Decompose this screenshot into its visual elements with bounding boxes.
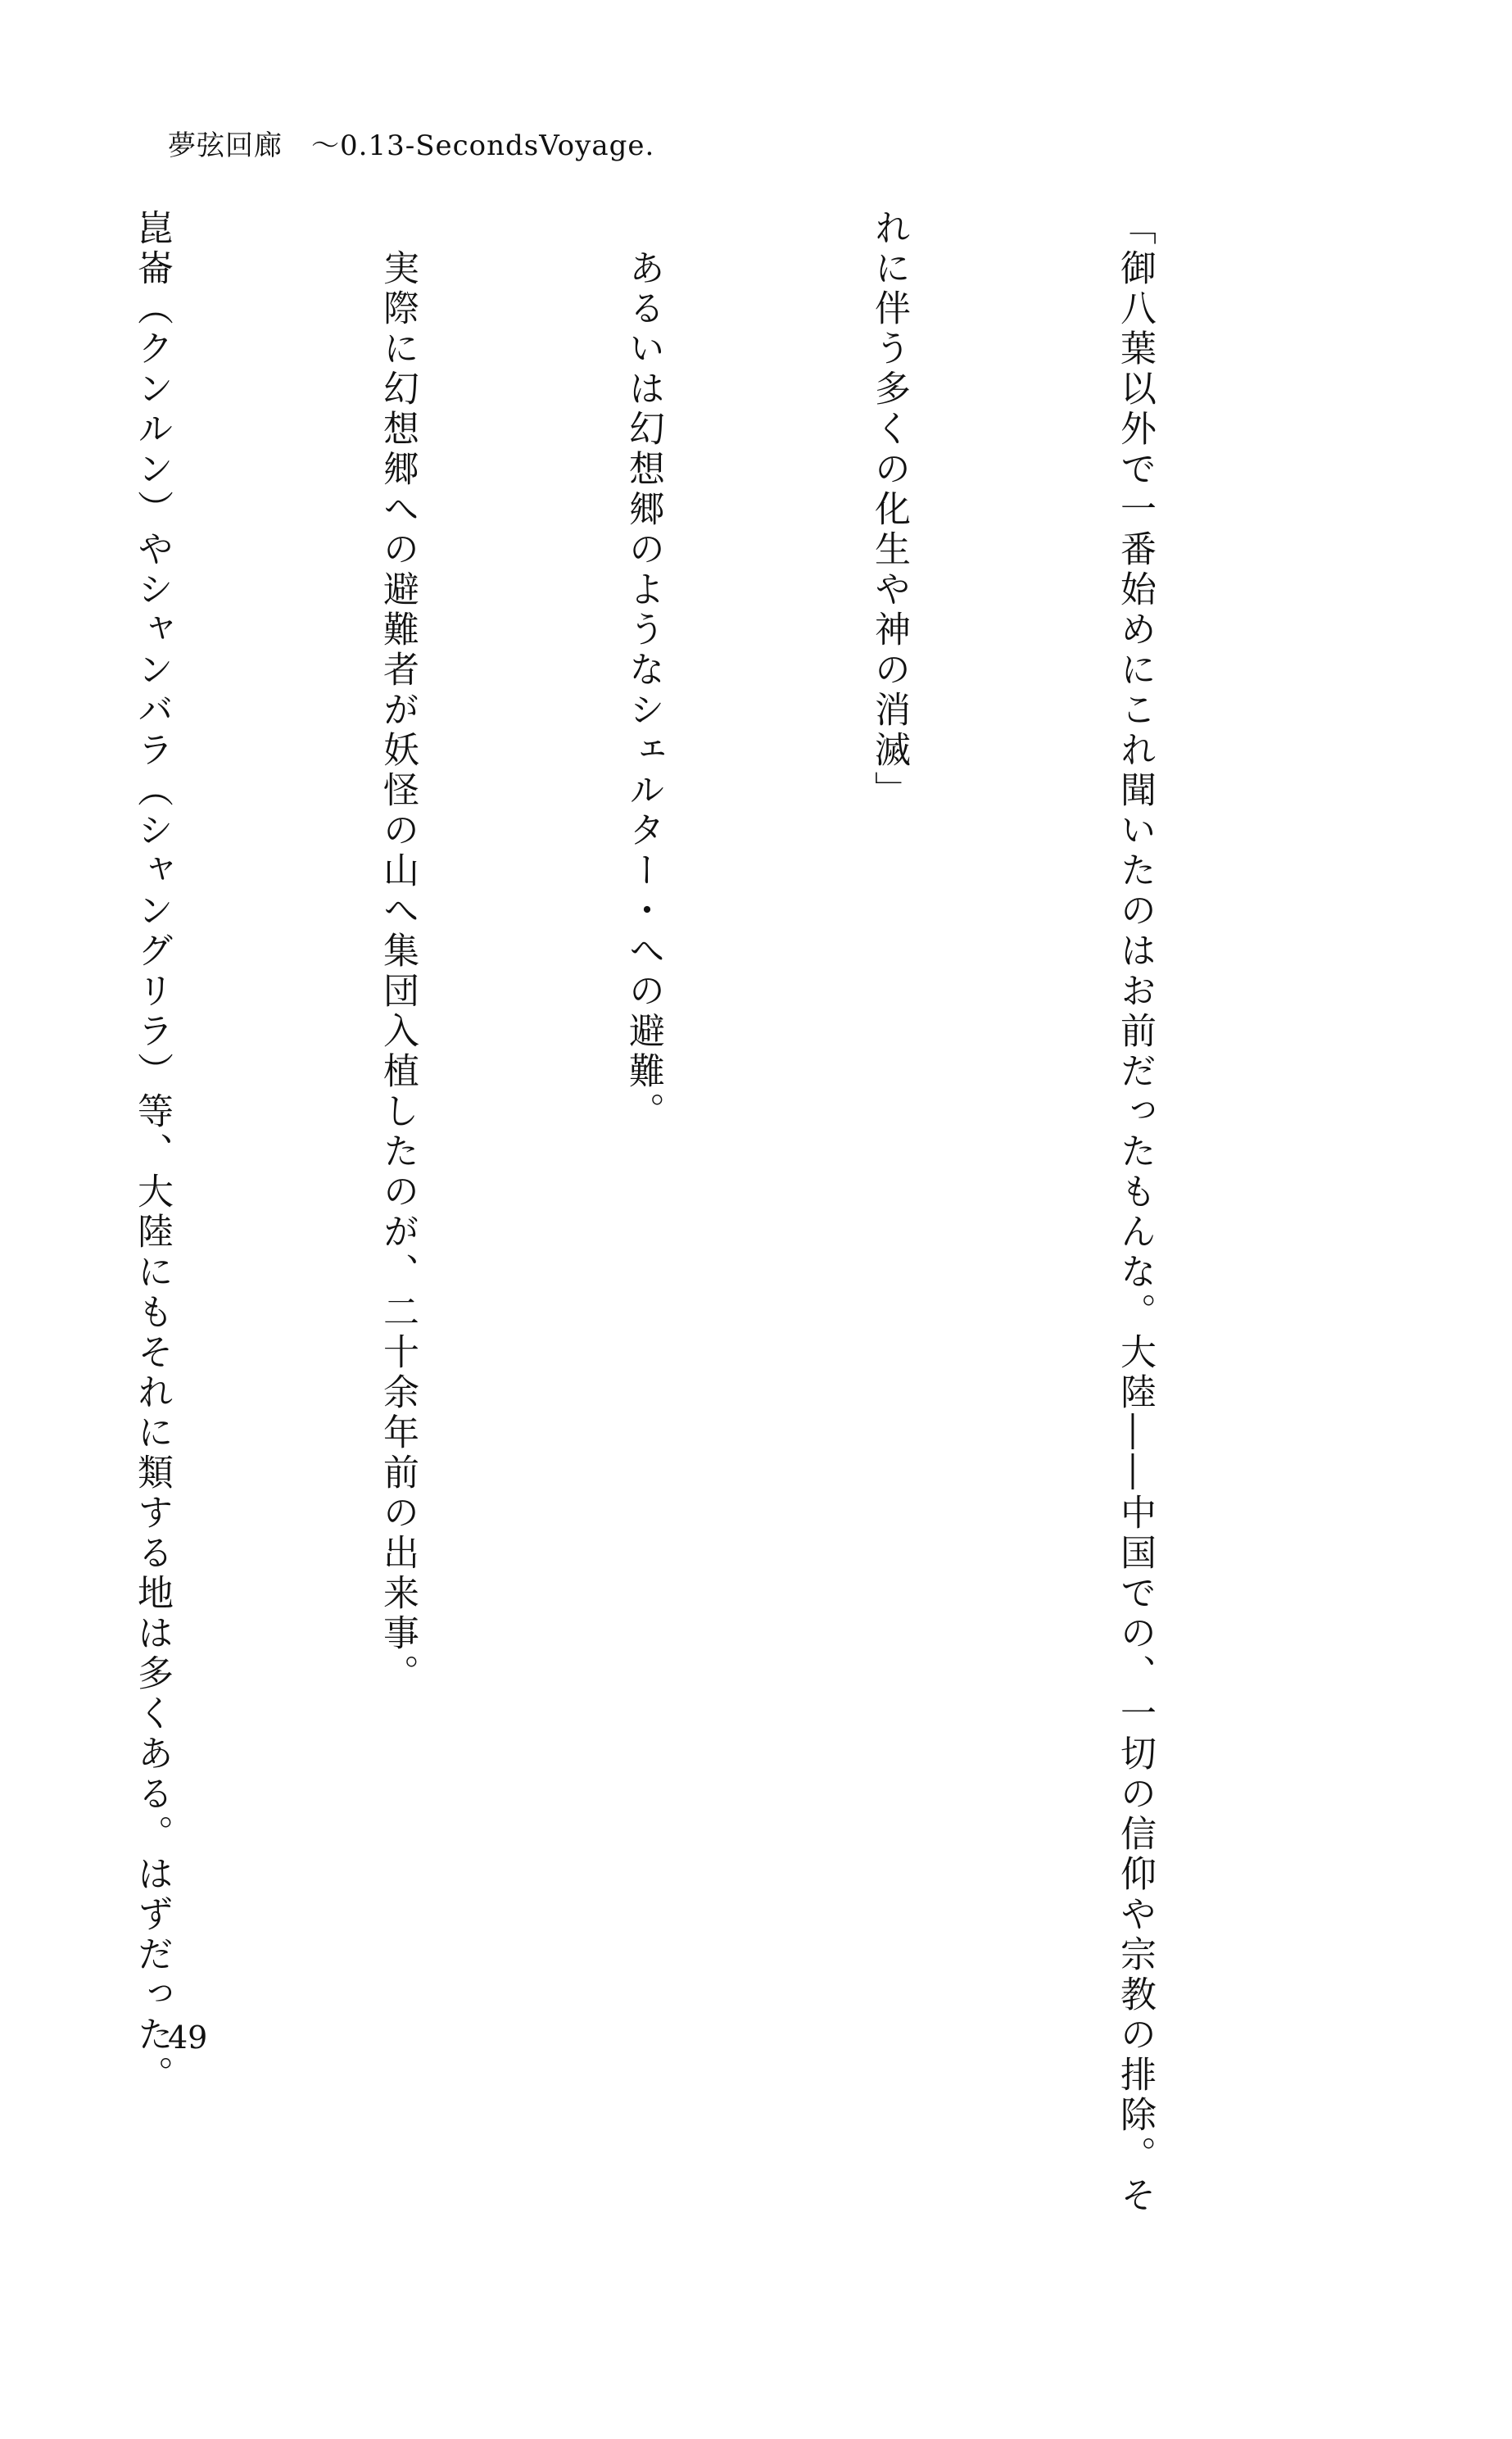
running-header: 夢弦回廊 ～0.13-SecondsVoyage. [168, 129, 655, 162]
text-line: 崑崙（クンルン）やシャンバラ（シャングリラ）等、大陸にもそれに類する地は多くある。はずだった。 [131, 209, 173, 2096]
text-line: あるいは幻想郷のようなシェルター・への避難。 [622, 209, 664, 1132]
page-number: 49 [168, 2020, 208, 2056]
text-line: 実際に幻想郷への避難者が妖怪の山へ集団入植したのが、二十余年前の出来事。 [377, 209, 419, 1694]
text-line: 「御八葉以外で一番始めにこれ聞いたのはお前だったもんな。大陸――中国での、一切の信仰や宗教の排除。そ [1114, 209, 1156, 2216]
text-line: れに伴う多くの化生や神の消滅」 [868, 209, 910, 811]
